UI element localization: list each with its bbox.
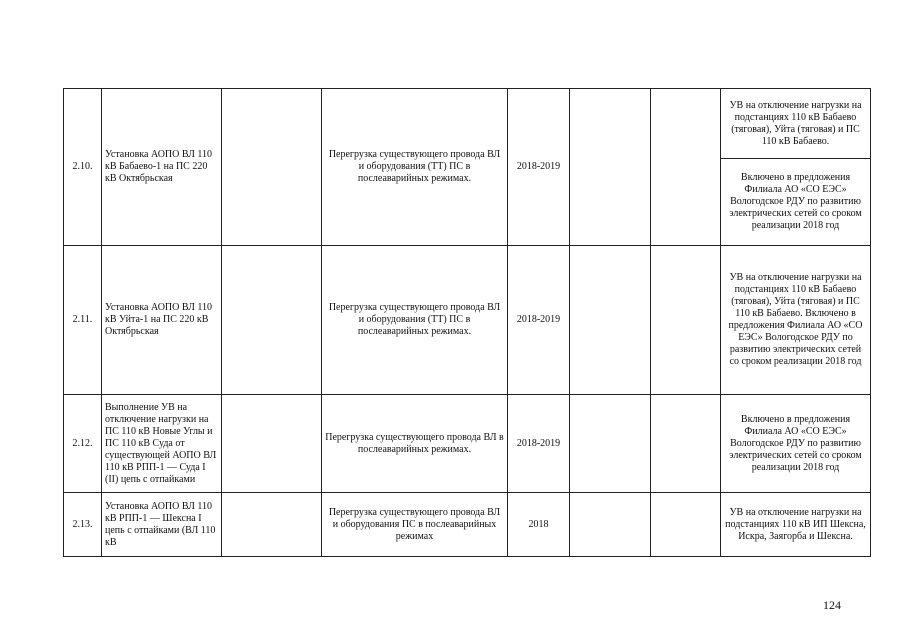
measure-reason: Перегрузка существующего провода ВЛ и оборудования ПС в послеаварийных режимах [322, 493, 508, 557]
table-row [64, 493, 871, 557]
table-row [64, 89, 871, 159]
measure-note: УВ на отключение нагрузки на подстанциях 110 кВ Бабаево (тяговая), Уйта (тяговая) и ПС 110 кВ Бабаево. [721, 89, 871, 159]
measure-reason: Перегрузка существующего провода ВЛ в послеаварийных режимах. [322, 395, 508, 493]
measure-note: Включено в предложения Филиала АО «СО ЕЭС» Вологодское РДУ по развитию электрических сетей со сроком реализации 2018 год [721, 159, 871, 246]
measure-years: 2018-2019 [508, 89, 570, 246]
empty-cell [570, 246, 651, 395]
row-number: 2.13. [64, 493, 102, 557]
page-number: 124 [823, 598, 841, 612]
measure-name: Установка АОПО ВЛ 110 кВ Бабаево-1 на ПС 220 кВ Октябрьская [102, 89, 222, 246]
row-number: 2.10. [64, 89, 102, 246]
empty-cell [651, 246, 721, 395]
measure-name: Выполнение УВ на отключение нагрузки на ПС 110 кВ Новые Углы и ПС 110 кВ Суда от существующей АОПО ВЛ 110 кВ РПП-1 — Суда I (II) цепь с отпайками [102, 395, 222, 493]
measure-years: 2018-2019 [508, 246, 570, 395]
empty-cell [570, 493, 651, 557]
table-row [64, 246, 871, 395]
measure-name: Установка АОПО ВЛ 110 кВ Уйта-1 на ПС 220 кВ Октябрьская [102, 246, 222, 395]
empty-cell [222, 493, 322, 557]
data-table [63, 88, 871, 557]
row-number: 2.12. [64, 395, 102, 493]
measure-name: Установка АОПО ВЛ 110 кВ РПП-1 — Шексна I цепь с отпайками (ВЛ 110 кВ [102, 493, 222, 557]
measure-note: УВ на отключение нагрузки на подстанциях 110 кВ Бабаево (тяговая), Уйта (тяговая) и ПС 110 кВ Бабаево. Включено в предложения Филиала АО «СО ЕЭС» Вологодское РДУ по развитию электрических сетей со сроком реализации 2018 год [721, 246, 871, 395]
empty-cell [651, 493, 721, 557]
measure-years: 2018-2019 [508, 395, 570, 493]
empty-cell [570, 89, 651, 246]
measure-note: Включено в предложения Филиала АО «СО ЕЭС» Вологодское РДУ по развитию электрических сетей со сроком реализации 2018 год [721, 395, 871, 493]
row-number: 2.11. [64, 246, 102, 395]
empty-cell [222, 246, 322, 395]
measure-reason: Перегрузка существующего провода ВЛ и оборудования (ТТ) ПС в послеаварийных режимах. [322, 89, 508, 246]
measure-reason: Перегрузка существующего провода ВЛ и оборудования (ТТ) ПС в послеаварийных режимах. [322, 246, 508, 395]
empty-cell [222, 89, 322, 246]
measure-note: УВ на отключение нагрузки на подстанциях 110 кВ ИП Шексна, Искра, Заягорба и Шексна. [721, 493, 871, 557]
empty-cell [570, 395, 651, 493]
empty-cell [222, 395, 322, 493]
empty-cell [651, 395, 721, 493]
table-row [64, 395, 871, 493]
empty-cell [651, 89, 721, 246]
measure-years: 2018 [508, 493, 570, 557]
